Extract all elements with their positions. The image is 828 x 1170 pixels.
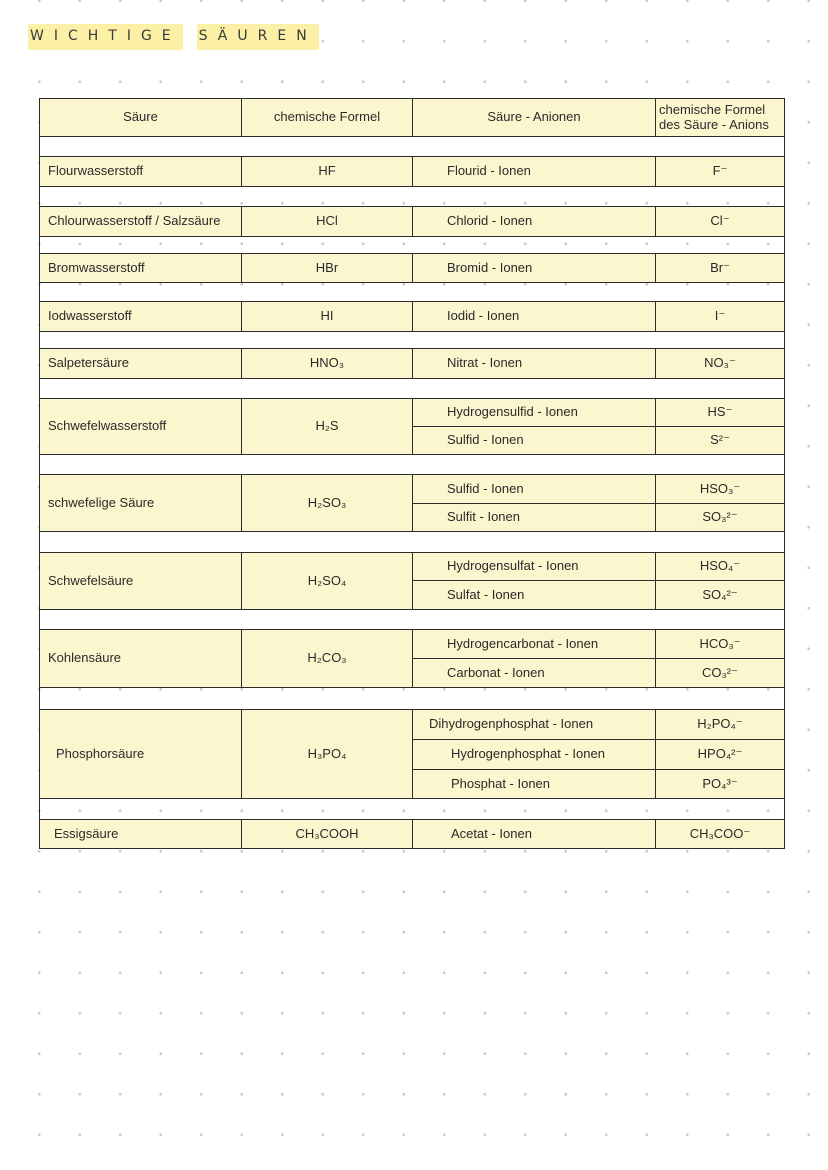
acid-formula: H₂CO₃	[242, 630, 413, 688]
anion-formula: S²⁻	[656, 427, 785, 455]
anion-formula: SO₄²⁻	[656, 581, 785, 610]
spacer-row	[40, 532, 785, 553]
anion-name: Sulfid - Ionen	[413, 427, 656, 455]
anion-name: Sulfid - Ionen	[413, 475, 656, 504]
acid-formula: H₂SO₄	[242, 553, 413, 610]
acid-name: schwefelige Säure	[40, 475, 242, 532]
anion-formula: SO₃²⁻	[656, 504, 785, 532]
anion-name: Flourid - Ionen	[413, 157, 656, 187]
acid-formula: HI	[242, 302, 413, 332]
spacer-row	[40, 799, 785, 820]
header-anions: Säure - Anionen	[413, 99, 656, 137]
acid-name: Essigsäure	[40, 820, 242, 849]
anion-name: Dihydrogenphosphat - Ionen	[413, 710, 656, 740]
anion-formula: H₂PO₄⁻	[656, 710, 785, 740]
anion-formula: CH₃COO⁻	[656, 820, 785, 849]
acid-name: Phosphorsäure	[40, 710, 242, 799]
anion-name: Phosphat - Ionen	[413, 770, 656, 799]
acid-name: Salpetersäure	[40, 349, 242, 379]
header-anion-formula: chemische Formel des Säure - Anions	[656, 99, 785, 137]
anion-name: Nitrat - Ionen	[413, 349, 656, 379]
acid-name: Schwefelsäure	[40, 553, 242, 610]
anion-formula: Br⁻	[656, 254, 785, 283]
spacer-row	[40, 610, 785, 630]
anion-formula: I⁻	[656, 302, 785, 332]
header-acid: Säure	[40, 99, 242, 137]
title-word-2: SÄUREN	[197, 24, 319, 50]
acid-formula: H₃PO₄	[242, 710, 413, 799]
acid-name: Iodwasserstoff	[40, 302, 242, 332]
anion-name: Hydrogensulfid - Ionen	[413, 399, 656, 427]
acid-formula: HNO₃	[242, 349, 413, 379]
anion-formula: F⁻	[656, 157, 785, 187]
acid-formula: HF	[242, 157, 413, 187]
acid-formula: H₂S	[242, 399, 413, 455]
acid-name: Kohlensäure	[40, 630, 242, 688]
anion-formula: HPO₄²⁻	[656, 740, 785, 770]
anion-formula: HSO₃⁻	[656, 475, 785, 504]
anion-name: Hydrogencarbonat - Ionen	[413, 630, 656, 659]
title-word-1: WICHTIGE	[28, 24, 183, 50]
anion-formula: CO₃²⁻	[656, 659, 785, 688]
acid-formula: HBr	[242, 254, 413, 283]
spacer-row	[40, 187, 785, 207]
spacer-row	[40, 137, 785, 157]
acid-name: Schwefelwasserstoff	[40, 399, 242, 455]
anion-name: Acetat - Ionen	[413, 820, 656, 849]
anion-formula: Cl⁻	[656, 207, 785, 237]
acid-formula: HCl	[242, 207, 413, 237]
anion-formula: HS⁻	[656, 399, 785, 427]
acid-name: Flourwasserstoff	[40, 157, 242, 187]
spacer-row	[40, 455, 785, 475]
spacer-row	[40, 237, 785, 254]
spacer-row	[40, 379, 785, 399]
anion-formula: HSO₄⁻	[656, 553, 785, 581]
anion-name: Sulfit - Ionen	[413, 504, 656, 532]
anion-name: Chlorid - Ionen	[413, 207, 656, 237]
acid-name: Chlourwasserstoff / Salzsäure	[40, 207, 242, 237]
anion-name: Iodid - Ionen	[413, 302, 656, 332]
spacer-row	[40, 332, 785, 349]
anion-name: Hydrogensulfat - Ionen	[413, 553, 656, 581]
spacer-row	[40, 283, 785, 302]
acid-formula: H₂SO₃	[242, 475, 413, 532]
anion-formula: PO₄³⁻	[656, 770, 785, 799]
acids-table	[39, 98, 785, 849]
acid-formula: CH₃COOH	[242, 820, 413, 849]
anion-formula: NO₃⁻	[656, 349, 785, 379]
anion-name: Hydrogenphosphat - Ionen	[413, 740, 656, 770]
header-formula: chemische Formel	[242, 99, 413, 137]
page-title	[28, 28, 319, 44]
anion-name: Carbonat - Ionen	[413, 659, 656, 688]
spacer-row	[40, 688, 785, 710]
anion-formula: HCO₃⁻	[656, 630, 785, 659]
anion-name: Sulfat - Ionen	[413, 581, 656, 610]
anion-name: Bromid - Ionen	[413, 254, 656, 283]
acid-name: Bromwasserstoff	[40, 254, 242, 283]
